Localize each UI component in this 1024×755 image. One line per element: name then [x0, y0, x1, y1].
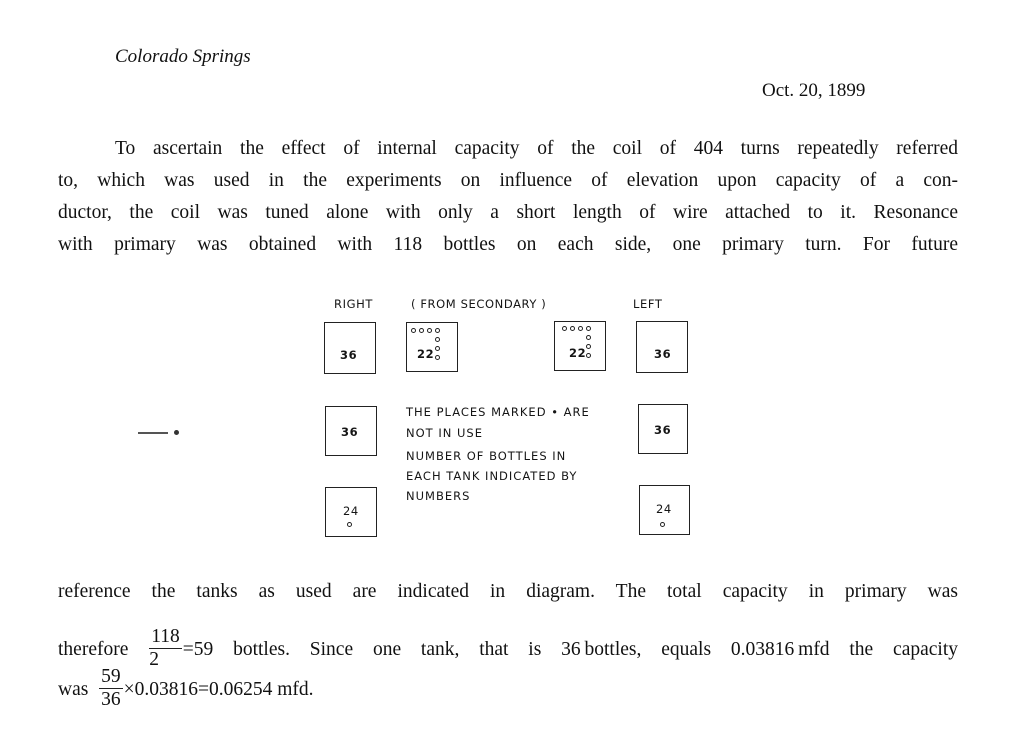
unused-place-marker — [427, 328, 432, 333]
unused-place-marker — [435, 337, 440, 342]
paragraph-line-with-fraction — [58, 628, 958, 673]
unused-place-marker — [586, 353, 591, 358]
paragraph-2 — [58, 576, 958, 673]
fraction-118-over-2 — [149, 626, 182, 671]
unused-place-marker — [570, 326, 575, 331]
text-bottles-equation: =59 bottles. Since one tank, that is 36 bottles, equals 0.03816 mfd the capacity — [182, 638, 959, 660]
legend-note-line: NOT IN USE — [406, 426, 483, 440]
unused-place-marker — [435, 346, 440, 351]
legend-note-line: NUMBER OF BOTTLES IN — [406, 449, 567, 463]
paragraph-line: to, which was used in the experiments on influence of elevation upon capacity of a con- — [58, 170, 958, 191]
fraction-denominator: 36 — [101, 689, 121, 710]
legend-note-line: EACH TANK INDICATED BY — [406, 469, 578, 483]
tank-bottle-count: 36 — [654, 347, 672, 361]
unused-place-marker — [347, 522, 352, 527]
tank-bottle-count: 36 — [340, 348, 358, 362]
date-heading: Oct. 20, 1899 — [762, 80, 866, 101]
paragraph-line-capacity-result — [58, 668, 313, 713]
unused-place-marker — [660, 522, 665, 527]
label-right: RIGHT — [334, 297, 373, 311]
tank-bottle-count: 22 — [417, 347, 435, 361]
legend-note-line: NUMBERS — [406, 489, 471, 503]
tank-bottle-count: 22 — [569, 346, 587, 360]
unused-place-marker — [411, 328, 416, 333]
unused-place-marker — [586, 344, 591, 349]
label-from-secondary: ( FROM SECONDARY ) — [411, 297, 547, 311]
text-capacity-equation: ×0.03816=0.06254 mfd. — [123, 678, 314, 700]
unused-place-marker — [435, 355, 440, 360]
margin-mark — [138, 432, 168, 434]
paragraph-line: To ascertain the effect of internal capacity of the coil of 404 turns repeatedly referred — [115, 138, 958, 159]
tank-left-secondary — [554, 321, 606, 371]
fraction-numerator: 118 — [151, 626, 180, 647]
tank-bottle-count: 24 — [656, 502, 672, 516]
tank-left-bottom — [639, 485, 690, 535]
unused-place-marker — [586, 326, 591, 331]
unused-place-marker — [419, 328, 424, 333]
tank-right-middle — [325, 406, 377, 456]
location-heading: Colorado Springs — [115, 46, 251, 67]
paragraph-line: reference the tanks as used are indicated in diagram. The total capacity in primary was — [58, 581, 958, 602]
tank-bottle-count: 24 — [343, 504, 359, 518]
paragraph-line: with primary was obtained with 118 bottles on each side, one primary turn. For future — [58, 234, 958, 255]
fraction-denominator: 2 — [149, 649, 159, 670]
fraction-numerator: 59 — [101, 666, 121, 687]
tank-right-top — [324, 322, 376, 374]
unused-place-marker — [435, 328, 440, 333]
label-left: LEFT — [633, 297, 663, 311]
tank-bottle-count: 36 — [654, 423, 672, 437]
tank-left-top — [636, 321, 688, 373]
tank-right-secondary — [406, 322, 458, 372]
text-was: was — [58, 678, 89, 700]
fraction-59-over-36 — [99, 666, 123, 711]
text-therefore: therefore — [58, 638, 129, 660]
tank-right-bottom — [325, 487, 377, 537]
tank-bottle-count: 36 — [341, 425, 359, 439]
margin-mark-dot — [174, 430, 179, 435]
unused-place-marker — [578, 326, 583, 331]
legend-note-line: THE PLACES MARKED • ARE — [406, 405, 590, 419]
tank-left-middle — [638, 404, 688, 454]
paragraph-line: ductor, the coil was tuned alone with only a short length of wire attached to it. Resonance — [58, 202, 958, 223]
unused-place-marker — [586, 335, 591, 340]
unused-place-marker — [562, 326, 567, 331]
